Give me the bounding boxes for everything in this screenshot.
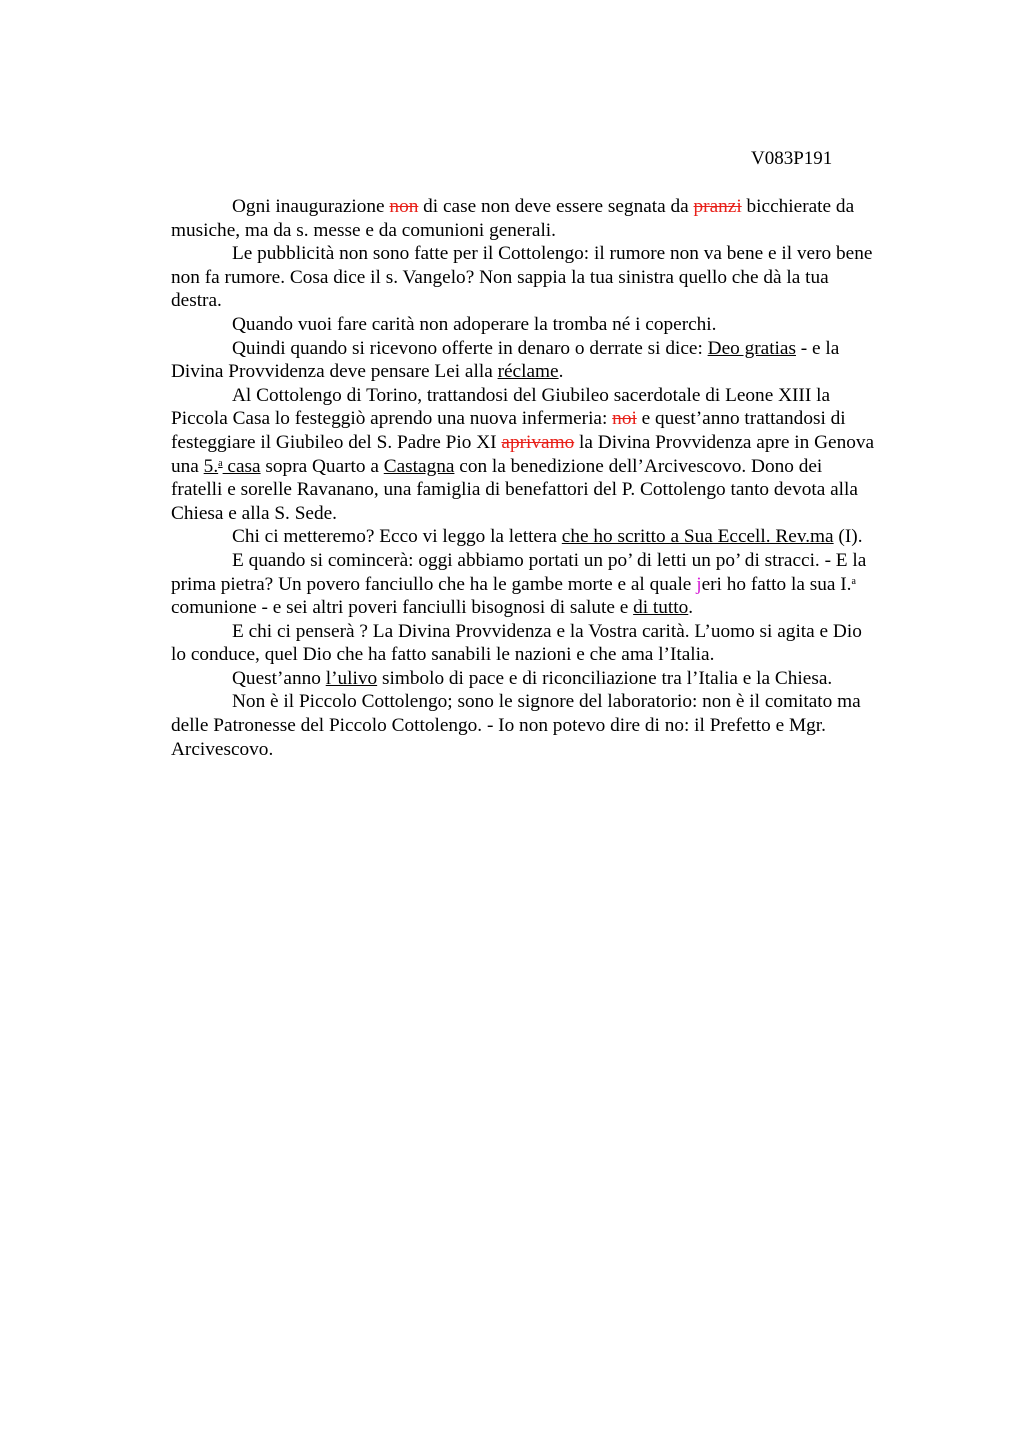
underlined-text: di tutto — [633, 597, 689, 619]
text-segment: prima pietra? Un povero fanciullo che ha le gambe morte e al quale — [171, 573, 697, 595]
text-segment: Le pubblicità non sono fatte per il Cottolengo: il rumore non va bene e il vero bene — [232, 243, 873, 265]
text-line — [171, 667, 927, 691]
text-line — [171, 738, 927, 762]
underlined-text: casa — [222, 455, 261, 477]
inserted-text: j — [696, 573, 702, 595]
text-line — [171, 219, 927, 243]
text-segment: simbolo di pace e di riconciliazione tra l’Italia e la Chiesa. — [377, 667, 833, 689]
text-segment: (I). — [833, 526, 863, 548]
text-line — [171, 478, 927, 502]
text-line — [171, 455, 927, 479]
text-segment: la Divina Provvidenza apre in Genova — [574, 431, 875, 453]
text-segment: musiche, ma da s. messe e da comunioni generali. — [171, 219, 556, 241]
text-line — [171, 525, 927, 549]
text-line — [171, 407, 927, 431]
text-segment: Chi ci metteremo? Ecco vi leggo la lettera — [232, 526, 562, 548]
text-segment: E chi ci penserà ? La Divina Provvidenza e la Vostra carità. L’uomo si agita e Dio — [232, 620, 862, 642]
page-identifier: V083P191 — [751, 148, 833, 169]
underlined-text: l’ulivo — [325, 667, 378, 689]
text-line — [171, 714, 927, 738]
text-line — [171, 573, 927, 597]
underlined-text: Deo gratias — [707, 337, 796, 359]
text-line — [171, 690, 927, 714]
deleted-text: pranzi — [693, 196, 742, 217]
text-segment: destra. — [171, 290, 222, 312]
text-line — [171, 549, 927, 573]
text-line — [171, 620, 927, 644]
superscript: a — [851, 575, 856, 587]
underlined-text: réclame — [497, 361, 559, 383]
text-segment: fratelli e sorelle Ravanano, una famiglia di benefattori del P. Cottolengo tanto devota alla — [171, 479, 858, 501]
text-segment: Arcivescovo. — [171, 738, 274, 760]
text-segment: Chiesa e alla S. Sede. — [171, 502, 337, 524]
text-line — [171, 266, 927, 290]
text-segment: sopra Quarto a — [260, 455, 384, 477]
text-line — [171, 502, 927, 526]
text-segment: lo conduce, quel Dio che ha fatto sanabili le nazioni e che ama l’Italia. — [171, 644, 715, 666]
text-line — [171, 313, 927, 337]
text-segment: . — [558, 361, 564, 383]
text-segment: delle Patronesse del Piccolo Cottolengo. - Io non potevo dire di no: il Prefetto e Mgr. — [171, 715, 826, 737]
text-segment: non fa rumore. Cosa dice il s. Vangelo? Non sappia la tua sinistra quello che dà la tua — [171, 266, 829, 288]
text-segment: di case non deve essere segnata da — [418, 196, 694, 217]
text-segment: Quando vuoi fare carità non adoperare la tromba né i coperchi. — [232, 313, 717, 335]
text-segment: E quando si comincerà: oggi abbiamo portati un po’ di letti un po’ di stracci. - E la — [232, 549, 867, 571]
text-line — [171, 360, 927, 384]
superscript: a — [218, 457, 223, 469]
text-line — [171, 431, 927, 455]
text-segment: Non è il Piccolo Cottolengo; sono le signore del laboratorio: non è il comitato ma — [232, 691, 861, 713]
deleted-text: non — [389, 196, 419, 217]
text-line — [171, 643, 927, 667]
underlined-text: che ho scritto a Sua Eccell. Rev.ma — [561, 526, 834, 548]
text-segment: Divina Provvidenza deve pensare Lei alla — [171, 361, 498, 383]
text-segment: Ogni inaugurazione — [232, 196, 390, 217]
text-line — [171, 337, 927, 361]
document-body — [171, 195, 927, 761]
deleted-text: aprivamo — [501, 431, 575, 453]
text-line — [171, 384, 927, 408]
text-segment: festeggiare il Giubileo del S. Padre Pio XI — [171, 431, 502, 453]
underlined-text: 5. — [203, 455, 219, 477]
deleted-text: noi — [612, 408, 637, 430]
text-segment: - e la — [795, 337, 840, 359]
text-segment: e quest’anno trattandosi di — [636, 408, 846, 430]
text-segment: eri ho fatto la sua I. — [701, 573, 852, 595]
text-line — [171, 289, 927, 313]
text-line — [171, 242, 927, 266]
text-line — [171, 195, 927, 219]
text-segment: comunione - e sei altri poveri fanciulli bisognosi di salute e — [171, 597, 634, 619]
text-segment: con la benedizione dell’Arcivescovo. Dono dei — [454, 455, 823, 477]
text-segment: Piccola Casa lo festeggiò aprendo una nuova infermeria: — [171, 408, 613, 430]
text-segment: una — [171, 455, 204, 477]
text-segment: Quest’anno — [232, 667, 326, 689]
text-line — [171, 596, 927, 620]
text-segment: bicchierate da — [741, 196, 855, 217]
text-segment: Quindi quando si ricevono offerte in denaro o derrate si dice: — [232, 337, 708, 359]
text-segment: . — [688, 597, 694, 619]
text-segment: Al Cottolengo di Torino, trattandosi del Giubileo sacerdotale di Leone XIII la — [232, 384, 831, 406]
underlined-text: Castagna — [383, 455, 455, 477]
